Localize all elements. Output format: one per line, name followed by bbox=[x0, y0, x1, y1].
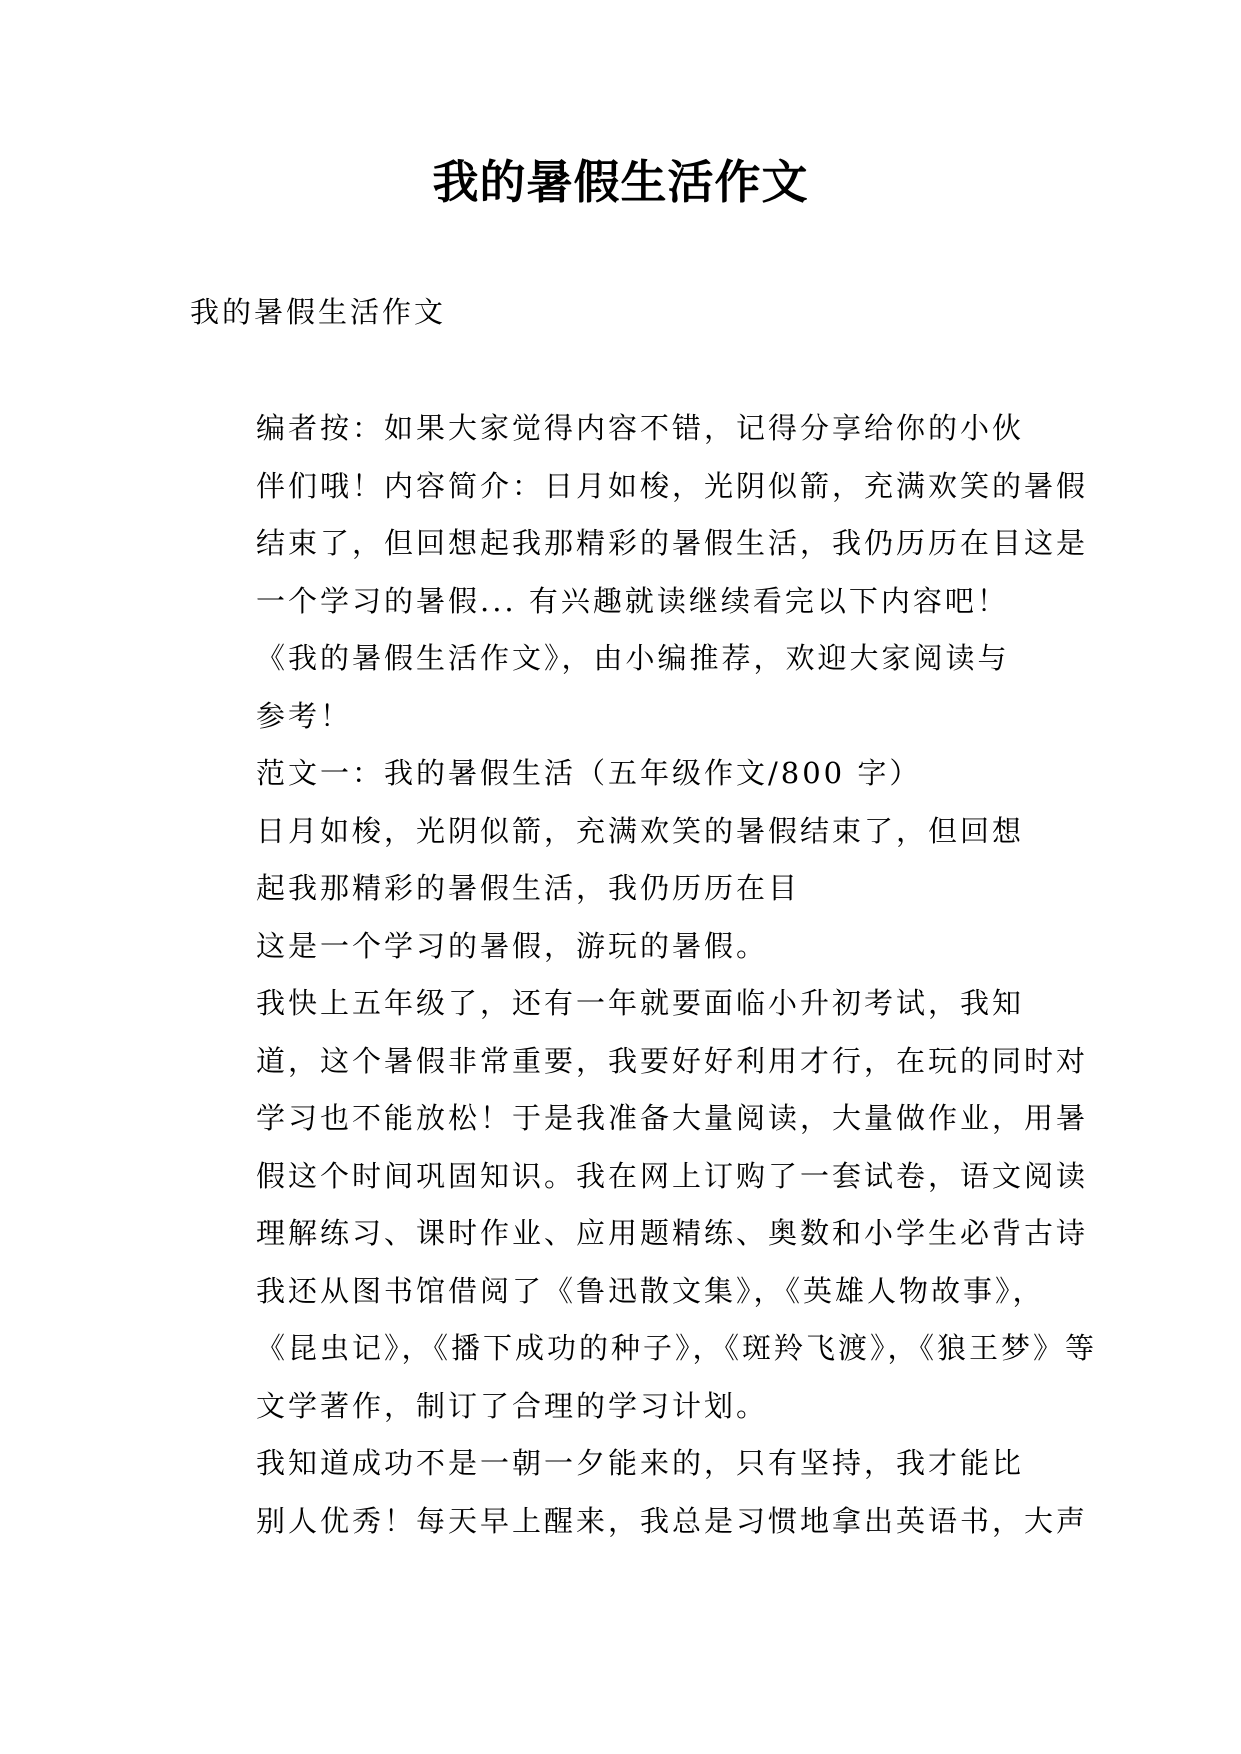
body-paragraph bbox=[190, 745, 1060, 803]
body-paragraph bbox=[190, 918, 1060, 976]
paragraph-line: 学习也不能放松！于是我准备大量阅读，大量做作业，用暑 bbox=[256, 1101, 1089, 1135]
paragraph-line: 假这个时间巩固知识。我在网上订购了一套试卷，语文阅读 bbox=[256, 1158, 1089, 1193]
body-paragraph bbox=[190, 803, 1060, 918]
document-title: 我的暑假生活作文 bbox=[432, 155, 809, 209]
paragraph-line: 编者按：如果大家觉得内容不错，记得分享给你的小伙 bbox=[256, 411, 1025, 445]
paragraph-line: 别人优秀！每天早上醒来，我总是习惯地拿出英语书，大声 bbox=[256, 1503, 1089, 1538]
paragraph-line: 道，这个暑假非常重要，我要好好利用才行，在玩的同时对 bbox=[256, 1043, 1089, 1078]
body-paragraph bbox=[190, 1435, 1089, 1550]
paragraph-line: 文学著作，制订了合理的学习计划。 bbox=[256, 1388, 769, 1423]
paragraph-line: 这是一个学习的暑假，游玩的暑假。 bbox=[256, 928, 769, 963]
paragraph-line: 一个学习的暑假... 有兴趣就读继续看完以下内容吧！ bbox=[256, 583, 1009, 618]
body-paragraph bbox=[190, 975, 1089, 1263]
paragraph-line: 我快上五年级了，还有一年就要面临小升初考试，我知 bbox=[256, 986, 1025, 1020]
paragraph-line: 起我那精彩的暑假生活，我仍历历在目 bbox=[256, 871, 801, 905]
paragraph-line: 我还从图书馆借阅了《鲁迅散文集》，《英雄人物故事》， bbox=[256, 1273, 1045, 1308]
body-paragraph bbox=[190, 1263, 1098, 1436]
paragraph-line: 理解练习、课时作业、应用题精练、奥数和小学生必背古诗 bbox=[256, 1216, 1089, 1250]
paragraph-line: 结束了，但回想起我那精彩的暑假生活，我仍历历在目这是 bbox=[256, 526, 1089, 560]
body-paragraph bbox=[190, 400, 1089, 630]
document-body bbox=[190, 400, 1098, 1550]
document-subtitle: 我的暑假生活作文 bbox=[190, 295, 447, 329]
paragraph-line: 伴们哦！内容简介：日月如梭，光阴似箭，充满欢笑的暑假 bbox=[256, 468, 1089, 503]
paragraph-line: 参考！ bbox=[256, 698, 353, 733]
paragraph-line: 范文一：我的暑假生活（五年级作文/800 字） bbox=[256, 756, 922, 790]
paragraph-line: 我知道成功不是一朝一夕能来的，只有坚持，我才能比 bbox=[256, 1446, 1025, 1480]
body-paragraph bbox=[190, 630, 1060, 745]
paragraph-line: 《昆虫记》，《播下成功的种子》，《斑羚飞渡》，《狼王梦》等 bbox=[256, 1331, 1098, 1365]
paragraph-line: 《我的暑假生活作文》，由小编推荐，欢迎大家阅读与 bbox=[256, 641, 1010, 675]
paragraph-line: 日月如梭，光阴似箭，充满欢笑的暑假结束了，但回想 bbox=[256, 813, 1025, 848]
